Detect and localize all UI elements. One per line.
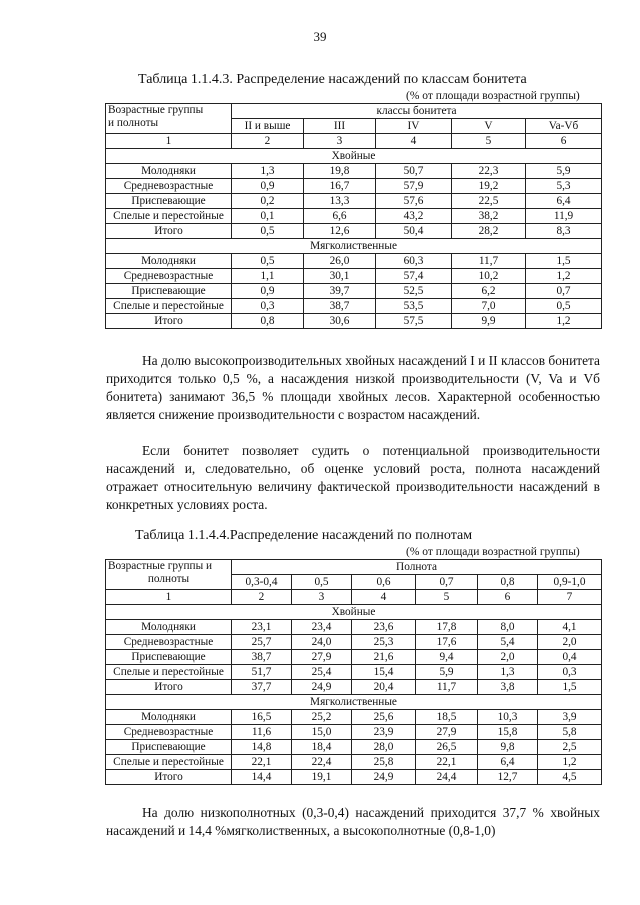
table2 [105, 559, 602, 785]
table-cell: 27,9 [416, 725, 478, 740]
section-row [106, 149, 602, 164]
table-cell: 0,9 [232, 284, 304, 299]
table-cell: 8,0 [478, 620, 538, 635]
row-label: Приспевающие [106, 284, 232, 299]
column-header: 0,9-1,0 [538, 575, 602, 590]
table-cell: 16,7 [304, 179, 376, 194]
paragraph-3: На долю низкополнотных (0,3-0,4) насаждений приходится 37,7 % хвойных насаждений и 14,4 %мягколиственных, а высокополнотные (0,8-1,0) [106, 805, 600, 838]
table-cell: 0,8 [232, 314, 304, 329]
section-row [106, 605, 602, 620]
table-cell: 27,9 [292, 650, 352, 665]
paragraph-1: На долю высокопроизводительных хвойных насаждений I и II классов бонитета приходится только 0,5 %, а насаждения низкой производительности (V, Va и Vб бонитета) занимают 36,5 % площади хвойных лесов. Характерной особенностью является снижение производительности с возрастом насаждений. [106, 353, 600, 422]
table-cell: 43,2 [376, 209, 452, 224]
table-cell: 25,2 [292, 710, 352, 725]
header-group: классы бонитета [232, 104, 602, 119]
table-cell: 25,6 [352, 710, 416, 725]
section-row [106, 239, 602, 254]
table-row [106, 299, 602, 314]
row-label: Средневозрастные [106, 635, 232, 650]
row-label: Молодняки [106, 710, 232, 725]
table-row [106, 725, 602, 740]
table-cell: 14,8 [232, 740, 292, 755]
column-header: 0,3-0,4 [232, 575, 292, 590]
section-title: Мягколиственные [106, 695, 602, 710]
table-row [106, 194, 602, 209]
table-row [106, 620, 602, 635]
table-cell: 0,3 [232, 299, 304, 314]
header-group: Полнота [232, 560, 602, 575]
row-label: Молодняки [106, 254, 232, 269]
section-title: Мягколиственные [106, 239, 602, 254]
table-cell: 23,9 [352, 725, 416, 740]
table-row [106, 314, 602, 329]
table-cell: 0,5 [232, 254, 304, 269]
table-cell: 25,3 [352, 635, 416, 650]
table-cell: 8,3 [526, 224, 602, 239]
table-row [106, 209, 602, 224]
section-title: Хвойные [106, 605, 602, 620]
table-row [106, 224, 602, 239]
table-cell: 9,9 [452, 314, 526, 329]
table-cell: 21,6 [352, 650, 416, 665]
column-header: 0,7 [416, 575, 478, 590]
column-header: V [452, 119, 526, 134]
table-cell: 38,2 [452, 209, 526, 224]
row-label: Средневозрастные [106, 179, 232, 194]
table-row [106, 710, 602, 725]
table-row [106, 665, 602, 680]
table-cell: 2,0 [538, 635, 602, 650]
table-cell: 30,1 [304, 269, 376, 284]
table-cell: 22,5 [452, 194, 526, 209]
table-cell: 1,2 [526, 314, 602, 329]
table-cell: 24,9 [292, 680, 352, 695]
table-cell: 17,8 [416, 620, 478, 635]
column-header: II и выше [232, 119, 304, 134]
table2-note: (% от площади возрастной группы) [406, 546, 580, 558]
table-cell: 51,7 [232, 665, 292, 680]
column-header: 0,8 [478, 575, 538, 590]
table-cell: 19,1 [292, 770, 352, 785]
header-age-groups-line2: и полноты [108, 117, 159, 129]
table-cell: 19,2 [452, 179, 526, 194]
table-cell: 50,4 [376, 224, 452, 239]
table-cell: 11,7 [416, 680, 478, 695]
row-label: Приспевающие [106, 740, 232, 755]
table-cell: 26,5 [416, 740, 478, 755]
header-row [106, 104, 602, 119]
table2-title: Таблица 1.1.4.4.Распределение насаждений по полнотам [135, 528, 473, 543]
index-cell: 5 [416, 590, 478, 605]
table-cell: 1,2 [538, 755, 602, 770]
section-row [106, 695, 602, 710]
index-cell: 3 [292, 590, 352, 605]
table-cell: 0,1 [232, 209, 304, 224]
table-cell: 4,1 [538, 620, 602, 635]
table-cell: 3,9 [538, 710, 602, 725]
table-cell: 15,0 [292, 725, 352, 740]
row-label: Спелые и перестойные [106, 665, 232, 680]
table-cell: 24,0 [292, 635, 352, 650]
table-cell: 17,6 [416, 635, 478, 650]
table-cell: 50,7 [376, 164, 452, 179]
header-row [106, 560, 602, 575]
column-header: Va-Vб [526, 119, 602, 134]
header-age-groups [106, 560, 232, 590]
table-cell: 2,5 [538, 740, 602, 755]
table-cell: 6,4 [478, 755, 538, 770]
table-cell: 11,9 [526, 209, 602, 224]
row-label: Спелые и перестойные [106, 299, 232, 314]
table-row [106, 254, 602, 269]
table-cell: 22,1 [232, 755, 292, 770]
column-header: 0,5 [292, 575, 352, 590]
table-cell: 26,0 [304, 254, 376, 269]
table-cell: 22,3 [452, 164, 526, 179]
table-row [106, 680, 602, 695]
header-age-groups-line2: полноты [147, 573, 190, 585]
table-cell: 1,1 [232, 269, 304, 284]
table-row [106, 179, 602, 194]
header-age-groups [106, 104, 232, 134]
table1-title: Таблица 1.1.4.3. Распределение насаждений по классам бонитета [138, 72, 527, 87]
table-cell: 15,4 [352, 665, 416, 680]
table-cell: 25,7 [232, 635, 292, 650]
table-cell: 1,3 [232, 164, 304, 179]
table-cell: 0,9 [232, 179, 304, 194]
table-cell: 15,8 [478, 725, 538, 740]
table-cell: 6,6 [304, 209, 376, 224]
index-cell: 1 [106, 590, 232, 605]
column-header: IV [376, 119, 452, 134]
row-label: Итого [106, 770, 232, 785]
row-label: Молодняки [106, 164, 232, 179]
table-cell: 16,5 [232, 710, 292, 725]
table-cell: 1,5 [538, 680, 602, 695]
table-row [106, 755, 602, 770]
row-label: Спелые и перестойные [106, 755, 232, 770]
index-row [106, 134, 602, 149]
page-number: 39 [313, 29, 327, 44]
row-label: Молодняки [106, 620, 232, 635]
table-cell: 9,4 [416, 650, 478, 665]
table-cell: 2,0 [478, 650, 538, 665]
paragraph-2: Если бонитет позволяет судить о потенциальной производительности насаждений и, следовательно, об оценке условий роста, полнота насаждений отражает относительную величину фактической производительности насаждений в конкретных условиях роста. [106, 443, 600, 512]
table-cell: 5,4 [478, 635, 538, 650]
table-cell: 30,6 [304, 314, 376, 329]
table-cell: 24,9 [352, 770, 416, 785]
index-cell: 3 [304, 134, 376, 149]
index-row [106, 590, 602, 605]
header-age-groups-line1: Возрастные группы [108, 104, 204, 116]
table-cell: 28,2 [452, 224, 526, 239]
table-cell: 0,5 [232, 224, 304, 239]
row-label: Средневозрастные [106, 725, 232, 740]
table-cell: 3,8 [478, 680, 538, 695]
table-cell: 57,5 [376, 314, 452, 329]
table-cell: 14,4 [232, 770, 292, 785]
table-cell: 38,7 [232, 650, 292, 665]
table1 [105, 103, 602, 329]
table-cell: 38,7 [304, 299, 376, 314]
table-cell: 57,9 [376, 179, 452, 194]
column-header: 0,6 [352, 575, 416, 590]
table1-note: (% от площади возрастной группы) [406, 90, 580, 102]
row-label: Приспевающие [106, 194, 232, 209]
table-cell: 10,3 [478, 710, 538, 725]
index-cell: 2 [232, 134, 304, 149]
table-cell: 57,6 [376, 194, 452, 209]
index-cell: 7 [538, 590, 602, 605]
table-cell: 24,4 [416, 770, 478, 785]
table-row [106, 284, 602, 299]
table-cell: 10,2 [452, 269, 526, 284]
table-cell: 1,3 [478, 665, 538, 680]
table-cell: 0,4 [538, 650, 602, 665]
table-cell: 53,5 [376, 299, 452, 314]
table-row [106, 269, 602, 284]
table-cell: 4,5 [538, 770, 602, 785]
table-cell: 28,0 [352, 740, 416, 755]
index-cell: 4 [352, 590, 416, 605]
table-cell: 22,1 [416, 755, 478, 770]
table-cell: 22,4 [292, 755, 352, 770]
row-label: Итого [106, 314, 232, 329]
table-cell: 13,3 [304, 194, 376, 209]
table-cell: 5,8 [538, 725, 602, 740]
table-row [106, 740, 602, 755]
table-cell: 1,2 [526, 269, 602, 284]
table-cell: 25,4 [292, 665, 352, 680]
index-cell: 6 [478, 590, 538, 605]
row-label: Итого [106, 680, 232, 695]
table-cell: 12,6 [304, 224, 376, 239]
index-cell: 6 [526, 134, 602, 149]
table-cell: 11,6 [232, 725, 292, 740]
header-age-groups-line1: Возрастные группы и [108, 560, 213, 572]
section-title: Хвойные [106, 149, 602, 164]
column-header: III [304, 119, 376, 134]
table-cell: 52,5 [376, 284, 452, 299]
table-cell: 37,7 [232, 680, 292, 695]
table-cell: 5,9 [526, 164, 602, 179]
table-cell: 6,2 [452, 284, 526, 299]
table-cell: 12,7 [478, 770, 538, 785]
table-cell: 0,5 [526, 299, 602, 314]
table-cell: 23,4 [292, 620, 352, 635]
table-cell: 9,8 [478, 740, 538, 755]
row-label: Приспевающие [106, 650, 232, 665]
index-cell: 2 [232, 590, 292, 605]
index-cell: 5 [452, 134, 526, 149]
table-cell: 5,9 [416, 665, 478, 680]
table-cell: 7,0 [452, 299, 526, 314]
row-label: Спелые и перестойные [106, 209, 232, 224]
row-label: Средневозрастные [106, 269, 232, 284]
table-cell: 18,4 [292, 740, 352, 755]
index-cell: 4 [376, 134, 452, 149]
table-cell: 25,8 [352, 755, 416, 770]
table-cell: 23,6 [352, 620, 416, 635]
table-cell: 57,4 [376, 269, 452, 284]
table-cell: 11,7 [452, 254, 526, 269]
table-cell: 6,4 [526, 194, 602, 209]
table-cell: 20,4 [352, 680, 416, 695]
table-row [106, 164, 602, 179]
table-row [106, 650, 602, 665]
table-row [106, 635, 602, 650]
table-cell: 0,7 [526, 284, 602, 299]
table-cell: 1,5 [526, 254, 602, 269]
table-cell: 23,1 [232, 620, 292, 635]
table-cell: 60,3 [376, 254, 452, 269]
table-cell: 0,3 [538, 665, 602, 680]
table-cell: 18,5 [416, 710, 478, 725]
table-cell: 39,7 [304, 284, 376, 299]
index-cell: 1 [106, 134, 232, 149]
table-cell: 19,8 [304, 164, 376, 179]
table-row [106, 770, 602, 785]
table-cell: 5,3 [526, 179, 602, 194]
table-cell: 0,2 [232, 194, 304, 209]
row-label: Итого [106, 224, 232, 239]
